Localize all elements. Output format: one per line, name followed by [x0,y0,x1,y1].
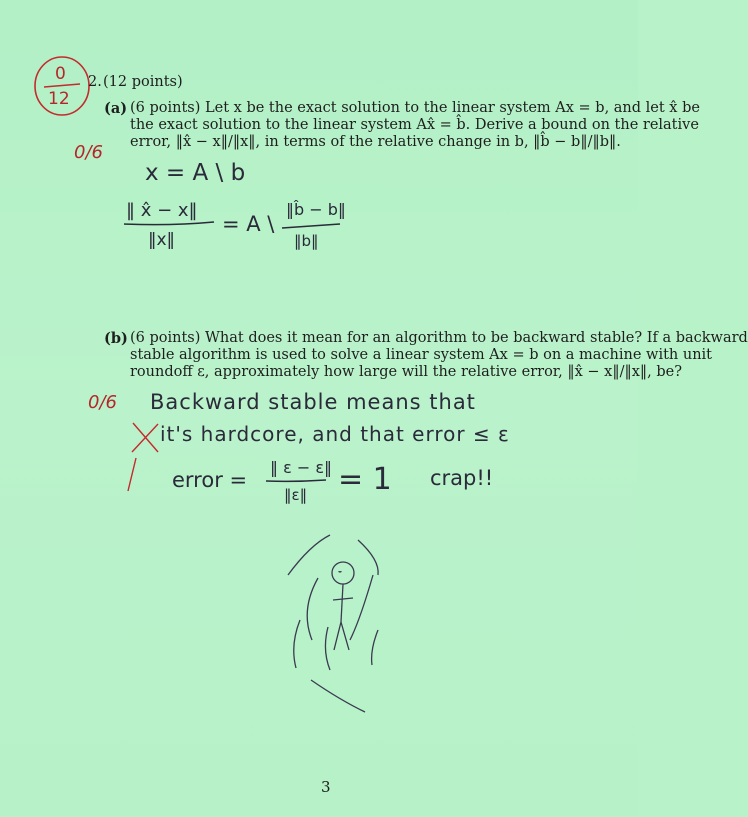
fraction-bar-right [282,224,340,228]
question-points: (12 points) [103,74,183,90]
part-b-answer-comment: crap!! [430,466,494,490]
question-number: 2. [88,74,102,90]
stick-figure-doodle [288,535,378,712]
part-a-grade: 0/6 [74,142,103,163]
part-b-line-2: stable algorithm is used to solve a linear system Ax = b on a machine with unit [130,347,713,363]
part-b-answer-line-2: it's hardcore, and that error ≤ ε [160,422,510,446]
part-b-answer-error-label: error = [172,468,248,492]
score-earned: 0 [55,64,66,84]
score-fraction-bar [44,84,80,87]
part-b-line-1: (6 points) What does it mean for an algorithm to be backward stable? If a backward [130,330,748,346]
part-b-answer-den: ‖ε‖ [284,486,308,504]
part-a-answer-num-right: ‖b̂ − b‖ [286,200,346,219]
part-a-line-3: error, ‖x̂ − x‖/‖x‖, in terms of the relative change in b, ‖b̂ − b‖/‖b‖. [130,134,621,150]
part-a-line-1: (6 points) Let x be the exact solution to the linear system Ax = b, and let x̂ be [130,100,700,116]
part-a-answer-op: = A \ [222,212,275,236]
part-a-answer-line-1: x = A \ b [145,160,246,186]
part-b-answer-num: ‖ ε − ε‖ [270,458,332,477]
page-number: 3 [321,778,331,796]
fraction-bar-b [266,480,326,481]
fraction-bar-left [124,222,214,225]
part-b-grade: 0/6 [88,392,117,413]
part-a-answer-den-right: ‖b‖ [294,232,319,250]
red-slash [128,458,136,491]
part-b-answer-result: = 1 [338,462,392,497]
part-b-answer-line-1: Backward stable means that [150,390,476,414]
part-a-label: (a) [104,100,128,117]
score-total: 12 [48,89,70,109]
part-b-line-3: roundoff ε, approximately how large will the relative error, ‖x̂ − x‖/‖x‖, be? [130,364,682,380]
part-a-answer-den-left: ‖x‖ [148,230,176,250]
part-a-answer-num-left: ‖ x̂ − x‖ [126,200,198,221]
x-mark [132,423,158,452]
part-a-line-2: the exact solution to the linear system Ax̂ = b̂. Derive a bound on the relative [130,117,699,133]
part-b-label: (b) [104,330,128,347]
